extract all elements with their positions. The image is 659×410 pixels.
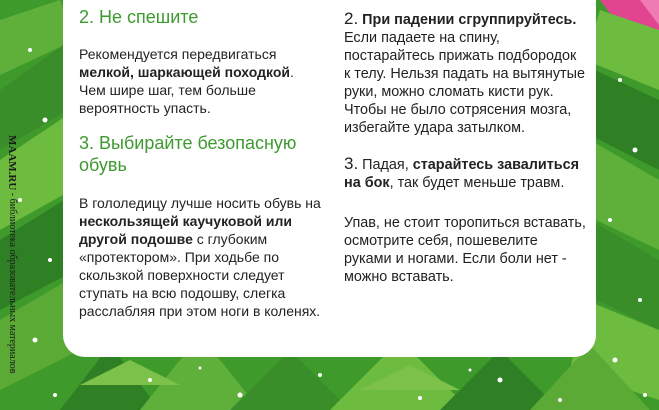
right-item-3 [344,155,586,192]
section-2-heading: 2. Не спешите [79,7,199,27]
watermark-brand: MAAM.RU [6,135,18,191]
item-3-text-b: , так будет меньше травм. [389,175,565,191]
section-3-text [79,194,324,320]
right-column [344,10,586,286]
item-3-text-a: Падая, [358,157,413,173]
section-2-bold: мелкой, шаркающей походкой [79,64,290,80]
section-3-text-b: с глубоким «протектором». При ходьбе по скользкой поверхности следует ступать на всю подошву, слегка расслабляя при этом ноги в коленях. [79,231,321,319]
item-3-text [344,155,586,192]
left-column [79,6,324,320]
section-2-text-a: Рекомендуется передвигаться [79,46,277,62]
section-3-bold: нескользящей каучуковой или другой подошве [79,213,293,247]
item-3-number: 3. [344,154,359,173]
section-2-text [79,45,324,117]
right-note [344,214,586,286]
watermark-text: - библиотека образовательных материалов [7,190,18,374]
section-3-text-a: В гололедицу лучше носить обувь на [79,195,321,211]
item-2-bold: При падении сгруппируйтесь. [358,12,577,28]
item-2-number: 2. [344,9,359,28]
section-2-text-b: . Чем шире шаг, тем больше вероятность упасть. [79,64,294,116]
section-3-heading: 3. Выбирайте безопасную обувь [79,133,297,175]
item-2-body: Если падаете на спину, постарайтесь прижать подбородок к телу. Нельзя падать на вытянутые руки, можно сломать кисти рук. Чтобы не было сотрясения мозга, избегайте удара затылком. [344,30,585,136]
right-item-2 [344,10,586,137]
item-2-text [344,10,586,137]
item-3-bold: старайтесь завалиться на бок [344,157,580,191]
watermark [4,135,18,400]
note-text: Упав, не стоит торопиться вставать, осмотрите себя, пошевелите руками и ногами. Если боли нет - можно вставать. [344,215,586,285]
